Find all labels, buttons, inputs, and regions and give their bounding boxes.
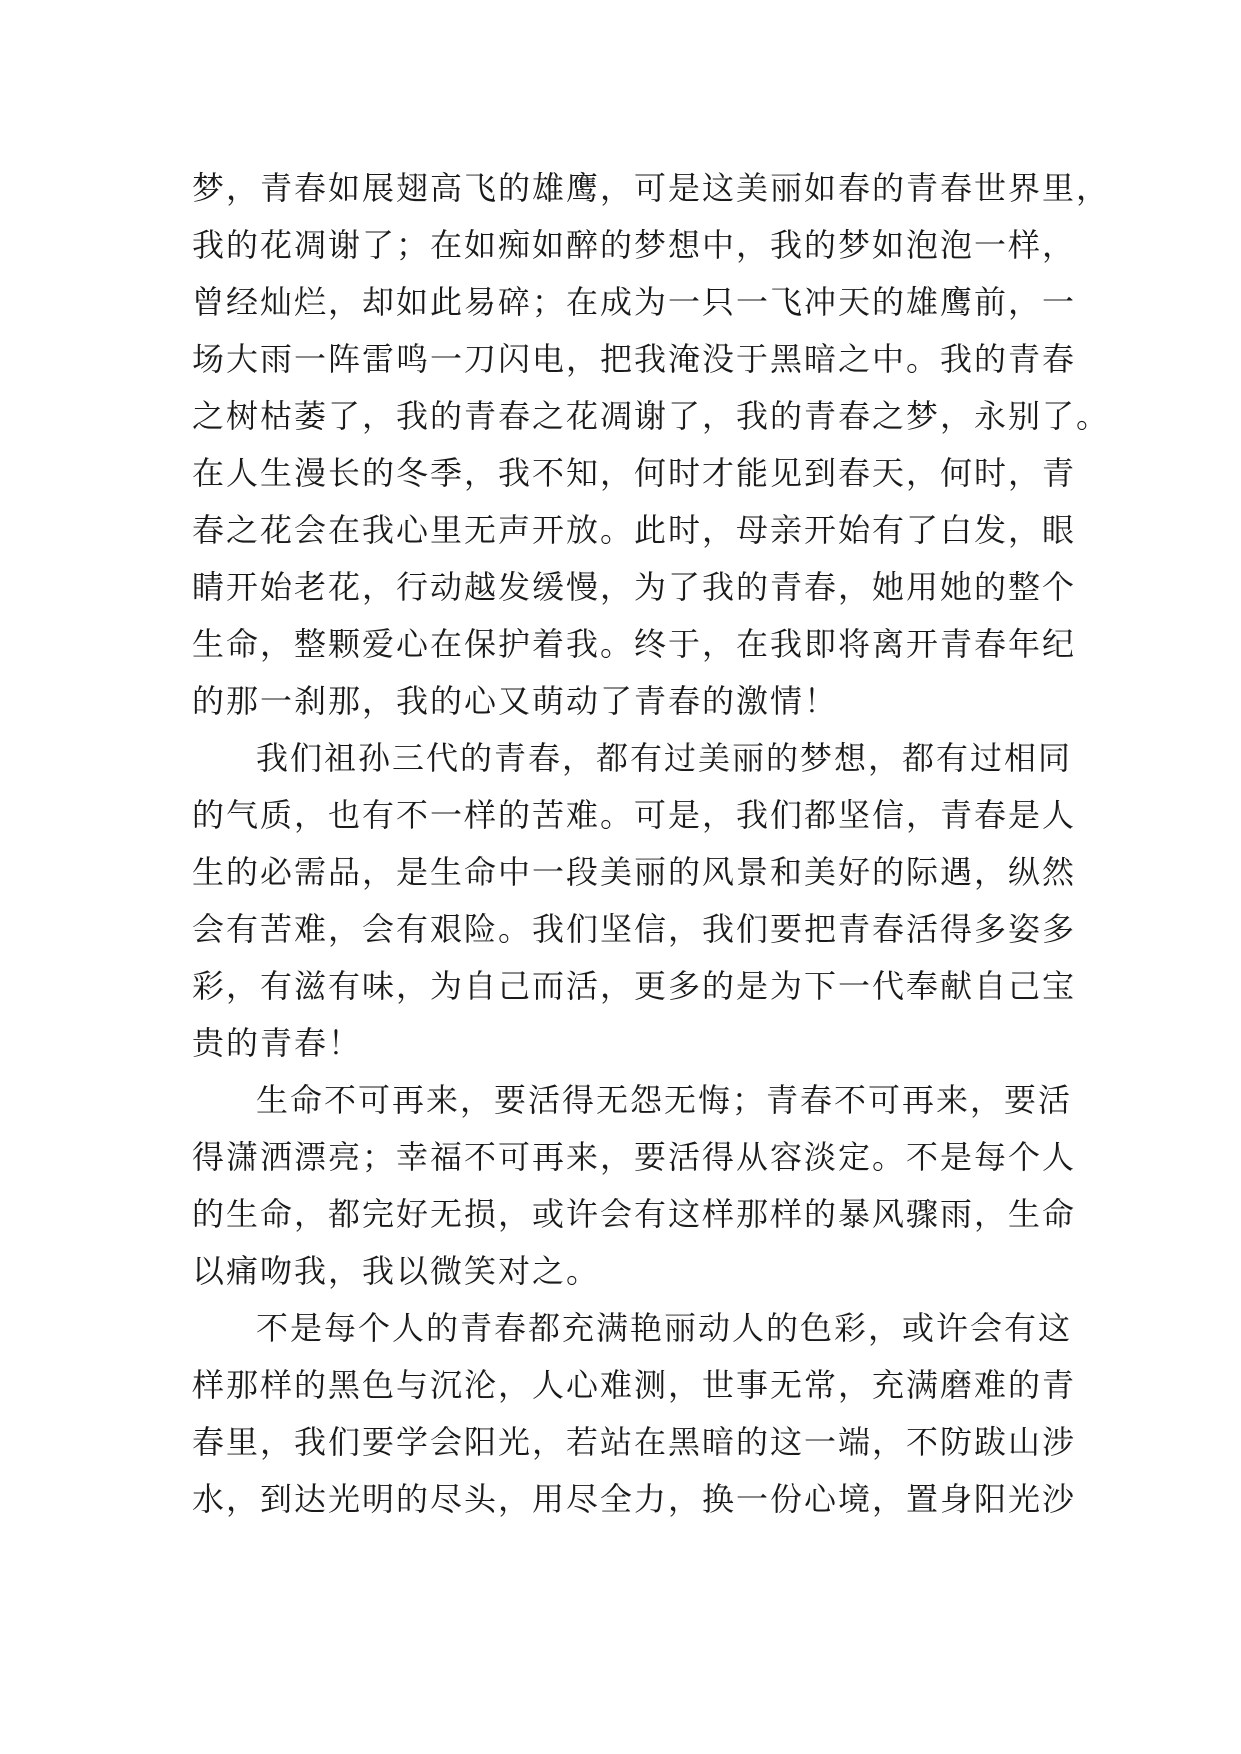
text-line: 春之花会在我心里无声开放。此时，母亲开始有了白发，眼 bbox=[192, 511, 1077, 549]
paragraph bbox=[192, 1300, 1077, 1528]
text-line: 彩，有滋有味，为自己而活，更多的是为下一代奉献自己宝 bbox=[192, 967, 1077, 1005]
text-line: 场大雨一阵雷鸣一刀闪电，把我淹没于黑暗之中。我的青春 bbox=[192, 340, 1077, 378]
text-line: 会有苦难，会有艰险。我们坚信，我们要把青春活得多姿多 bbox=[192, 910, 1077, 948]
text-line: 曾经灿烂，却如此易碎；在成为一只一飞冲天的雄鹰前，一 bbox=[192, 283, 1077, 321]
text-line: 生的必需品，是生命中一段美丽的风景和美好的际遇，纵然 bbox=[192, 853, 1077, 891]
paragraph bbox=[192, 730, 1077, 1072]
text-line: 得潇洒漂亮；幸福不可再来，要活得从容淡定。不是每个人 bbox=[192, 1138, 1077, 1176]
text-line: 生命不可再来，要活得无怨无悔；青春不可再来，要活 bbox=[256, 1081, 1073, 1119]
text-line: 的生命，都完好无损，或许会有这样那样的暴风骤雨，生命 bbox=[192, 1195, 1077, 1233]
text-line: 不是每个人的青春都充满艳丽动人的色彩，或许会有这 bbox=[256, 1309, 1073, 1347]
text-line: 的那一刹那，我的心又萌动了青春的激情！ bbox=[192, 682, 839, 720]
text-line: 我们祖孙三代的青春，都有过美丽的梦想，都有过相同 bbox=[256, 739, 1073, 777]
text-line: 的气质，也有不一样的苦难。可是，我们都坚信，青春是人 bbox=[192, 796, 1077, 834]
text-line: 春里，我们要学会阳光，若站在黑暗的这一端，不防跋山涉 bbox=[192, 1423, 1077, 1461]
text-line: 梦，青春如展翅高飞的雄鹰，可是这美丽如春的青春世界里， bbox=[192, 169, 1111, 207]
text-line: 水，到达光明的尽头，用尽全力，换一份心境，置身阳光沙 bbox=[192, 1480, 1077, 1518]
paragraph bbox=[192, 1072, 1077, 1300]
text-line: 样那样的黑色与沉沦，人心难测，世事无常，充满磨难的青 bbox=[192, 1366, 1077, 1404]
document-body bbox=[192, 160, 1111, 1528]
text-line: 在人生漫长的冬季，我不知，何时才能见到春天，何时，青 bbox=[192, 454, 1077, 492]
text-line: 我的花凋谢了；在如痴如醉的梦想中，我的梦如泡泡一样， bbox=[192, 226, 1077, 264]
text-line: 睛开始老花，行动越发缓慢，为了我的青春，她用她的整个 bbox=[192, 568, 1077, 606]
paragraph bbox=[192, 160, 1111, 730]
text-line: 生命，整颗爱心在保护着我。终于，在我即将离开青春年纪 bbox=[192, 625, 1077, 663]
text-line: 贵的青春！ bbox=[192, 1024, 363, 1062]
text-line: 以痛吻我，我以微笑对之。 bbox=[192, 1252, 601, 1290]
text-line: 之树枯萎了，我的青春之花凋谢了，我的青春之梦，永别了。 bbox=[192, 397, 1111, 435]
